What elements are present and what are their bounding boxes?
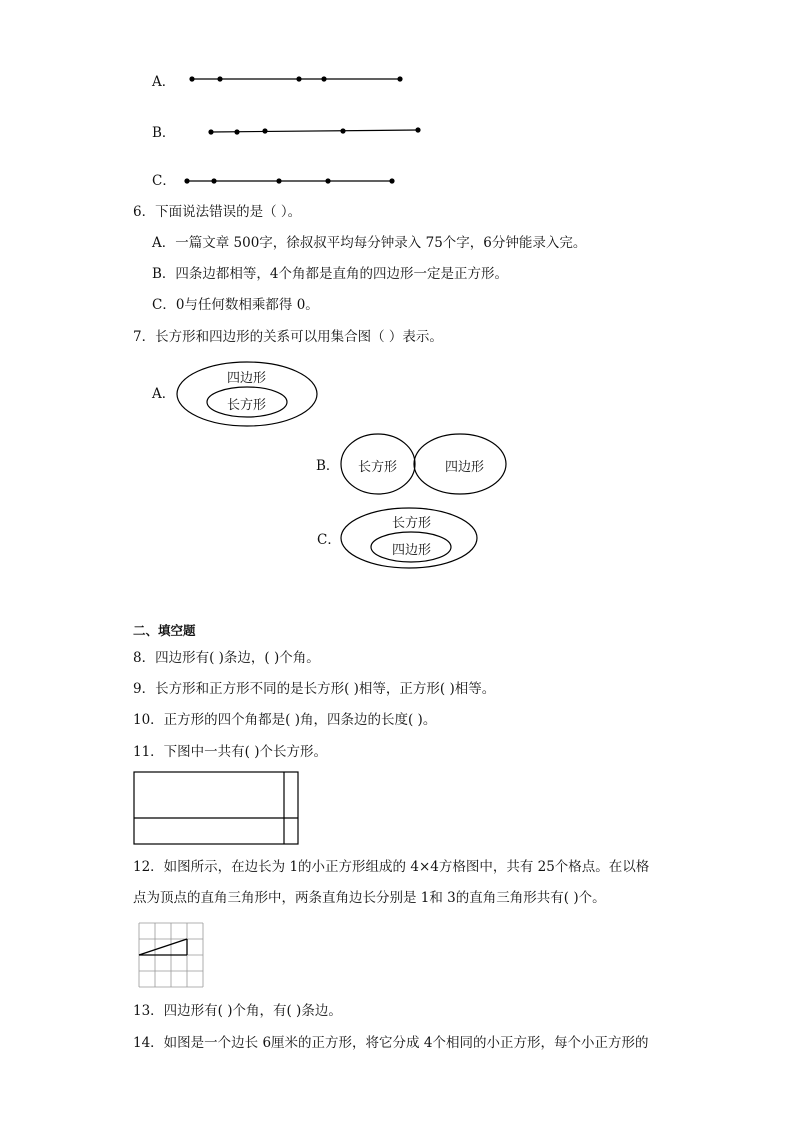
q7-b-left-label: 长方形	[358, 460, 398, 475]
q7-a-inner-label: 长方形	[227, 398, 267, 413]
q7-option-b-label: B．	[316, 458, 340, 474]
q6-stem: 6．下面说法错误的是（ ）。	[133, 204, 302, 220]
q12-line1: 12．如图所示，在边长为 1的小正方形组成的 4×4方格图中，共有 25个格点。在以格	[133, 859, 650, 875]
q5-option-a-label: A．	[152, 74, 176, 90]
q6-option-c: C．0与任何数相乘都得 0。	[152, 297, 319, 313]
q5-option-b-label: B．	[152, 125, 176, 141]
q7-option-a-label: A．	[152, 386, 176, 402]
q6-option-b: B．四条边都相等，4个角都是直角的四边形一定是正方形。	[152, 266, 509, 282]
q12-line2: 点为顶点的直角三角形中，两条直角边长分别是 1和 3的直角三角形共有( )个。	[133, 890, 606, 906]
q7-c-outer-label: 长方形	[392, 516, 432, 531]
q7-c-inner-label: 四边形	[392, 543, 432, 558]
q14-text: 14．如图是一个边长 6厘米的正方形，将它分成 4个相同的小正方形，每个小正方形的	[133, 1035, 649, 1051]
q7-a-outer-label: 四边形	[227, 371, 267, 386]
section-title: 二、填空题	[133, 623, 196, 638]
q7-option-c-label: C．	[317, 532, 341, 548]
q7-b-right-label: 四边形	[445, 460, 485, 475]
q5-option-c-label: C．	[152, 173, 176, 189]
q9-text: 9．长方形和正方形不同的是长方形( )相等，正方形( )相等。	[133, 681, 496, 697]
q6-option-a: A．一篇文章 500字，徐叔叔平均每分钟录入 75个字，6分钟能录入完。	[152, 235, 587, 251]
q8-text: 8．四边形有( )条边，( )个角。	[133, 650, 320, 666]
q10-text: 10．正方形的四个角都是( )角，四条边的长度( )。	[133, 712, 437, 728]
q13-text: 13．四边形有( )个角，有( )条边。	[133, 1003, 342, 1019]
q7-stem: 7．长方形和四边形的关系可以用集合图（ ）表示。	[133, 329, 443, 345]
q11-text: 11．下图中一共有( )个长方形。	[133, 744, 328, 760]
